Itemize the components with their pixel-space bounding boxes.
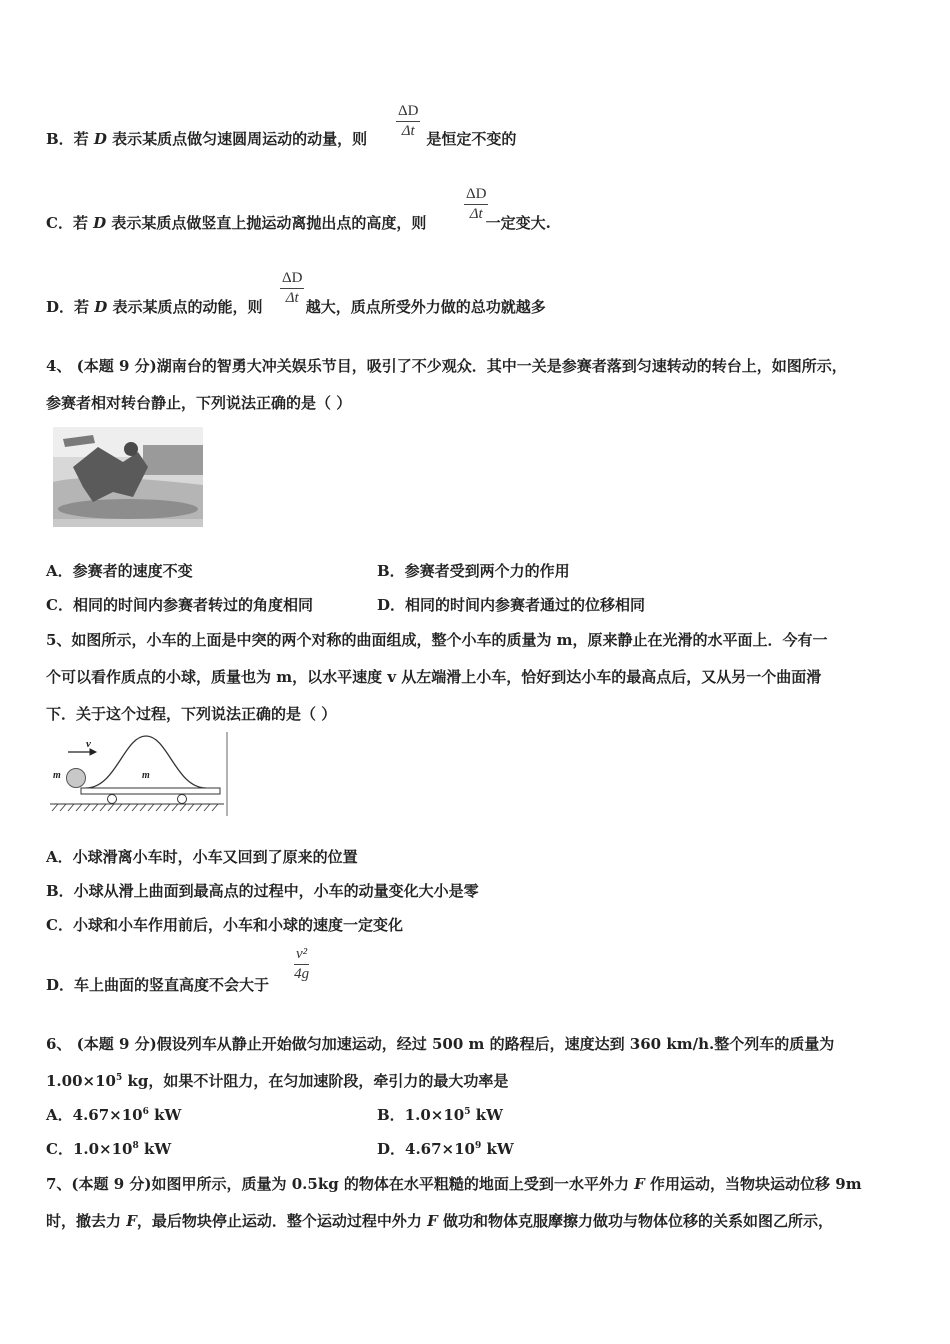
q7-stem-line1: 7、(本题 9 分)如图甲所示，质量为 0.5kg 的物体在水平粗糙的地面上受到一水平外力 F 作用运动，当物块运动位移 9m xyxy=(46,1175,862,1193)
q3-option-c: C．若 D 表示某质点做竖直上抛运动离抛出点的高度，则 一定变大. xyxy=(46,214,551,232)
q3-option-d-fraction: ΔD Δt xyxy=(282,270,303,306)
q5-stem-line1: 5、如图所示，小车的上面是中突的两个对称的曲面组成，整个小车的质量为 m，原来静止在光滑的水平面上．今有一 xyxy=(46,631,828,649)
cart-wheel-right xyxy=(178,795,187,804)
q5-cart-diagram xyxy=(46,732,230,816)
q6-stem-line2: $1.00\times 10^5$ kg，如果不计阻力，在匀加速阶段，牵引力的最大功率是 xyxy=(46,1072,509,1090)
q6-option-a: A．$4.67\times 10^6$ kW xyxy=(46,1106,182,1124)
q5-option-b: B．小球从滑上曲面到最高点的过程中，小车的动量变化大小是零 xyxy=(46,882,479,900)
q5-option-d-fraction: v² 4g xyxy=(294,946,310,982)
ball xyxy=(67,769,86,788)
q4-turntable-photo xyxy=(53,427,203,527)
velocity-label: v xyxy=(86,738,91,750)
ball-mass-label: m xyxy=(53,770,61,781)
q6-stem-line1: 6、 (本题 9 分)假设列车从静止开始做匀加速运动，经过 500 m 的路程后，速度达到 360 km/h.整个列车的质量为 xyxy=(46,1035,835,1053)
cart-mass-label: m xyxy=(142,770,150,781)
q3-option-c-fraction: ΔD Δt xyxy=(466,186,487,222)
q6-option-c: C．$1.0\times 10^8$ kW xyxy=(46,1140,172,1158)
q4-option-b: B．参赛者受到两个力的作用 xyxy=(377,562,570,580)
q5-stem-line2: 个可以看作质点的小球，质量也为 m，以水平速度 v 从左端滑上小车，恰好到达小车的最高点后，又从另一个曲面滑 xyxy=(46,668,822,686)
q6-option-b: B．$1.0\times 10^5$ kW xyxy=(377,1106,503,1124)
q3-option-b-fraction: ΔD Δt xyxy=(398,103,419,139)
q4-option-d: D．相同的时间内参赛者通过的位移相同 xyxy=(377,596,646,614)
cart-wheel-left xyxy=(108,795,117,804)
q5-option-a: A．小球滑离小车时，小车又回到了原来的位置 xyxy=(46,848,358,866)
velocity-arrow xyxy=(68,749,96,755)
ground-hatching xyxy=(52,804,218,811)
cart-base xyxy=(81,788,220,794)
q3-option-d: D．若 D 表示某质点的动能，则 越大，质点所受外力做的总功就越多 xyxy=(46,298,546,316)
q7-stem-line2: 时，撤去力 F，最后物块停止运动．整个运动过程中外力 F 做功和物体克服摩擦力做功与物体位移的关系如图乙所示， xyxy=(46,1212,834,1230)
q4-stem-line1: 4、 (本题 9 分)湖南台的智勇大冲关娱乐节目，吸引了不少观众．其中一关是参赛者落到匀速转动的转台上，如图所示， xyxy=(46,357,847,375)
q4-option-c: C．相同的时间内参赛者转过的角度相同 xyxy=(46,596,313,614)
q6-option-d: D．$4.67\times 10^9$ kW xyxy=(377,1140,514,1158)
q4-stem-line2: 参赛者相对转台静止，下列说法正确的是（ ） xyxy=(46,394,352,412)
q4-option-a: A．参赛者的速度不变 xyxy=(46,562,193,580)
q3-option-b: B．若 D 表示某质点做匀速圆周运动的动量，则 是恒定不变的 xyxy=(46,130,517,148)
q5-option-c: C．小球和小车作用前后，小车和小球的速度一定变化 xyxy=(46,916,403,934)
q5-stem-line3: 下．关于这个过程，下列说法正确的是（ ） xyxy=(46,705,337,723)
q5-option-d: D．车上曲面的竖直高度不会大于 xyxy=(46,976,270,994)
